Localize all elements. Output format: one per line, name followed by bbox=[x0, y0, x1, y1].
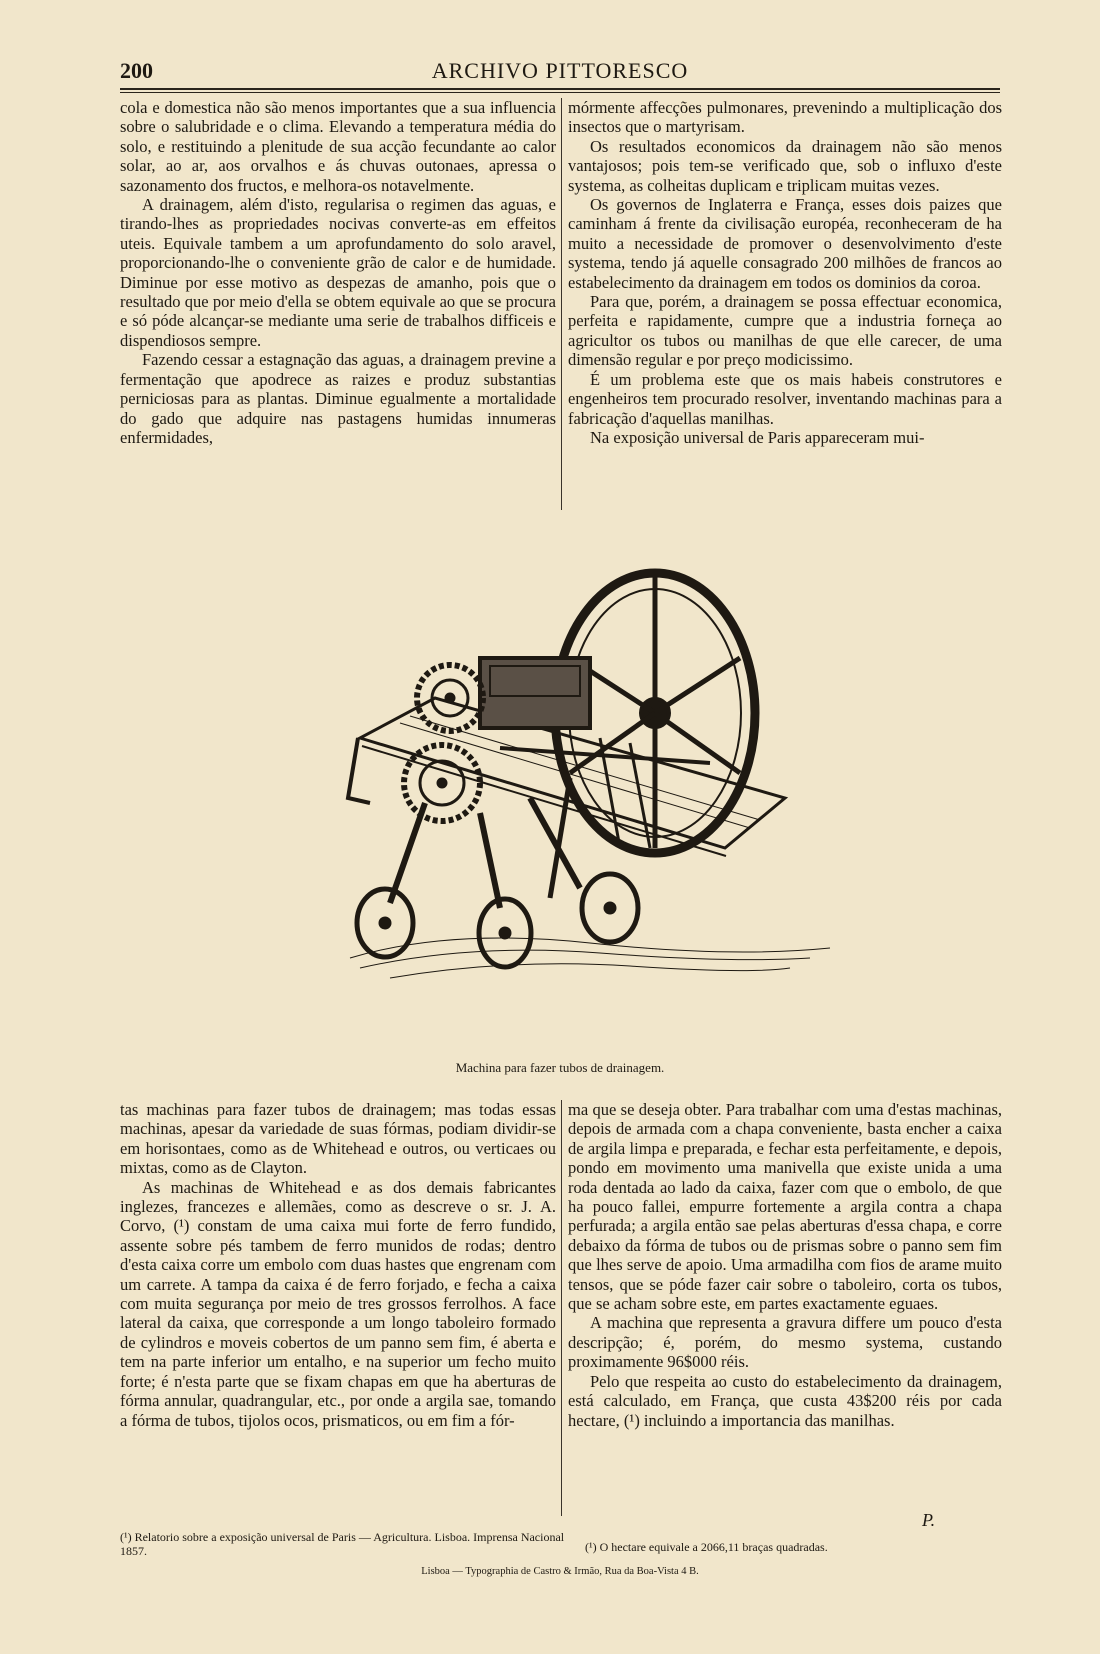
paragraph: A machina que representa a gravura differe um pouco d'esta descripção; é, porém, do mesmo systema, custando proximamente 96$000 réis. bbox=[568, 1313, 1002, 1372]
header-rule bbox=[120, 88, 1000, 90]
paragraph: tas machinas para fazer tubos de drainagem; mas todas essas machinas, apesar da variedade de suas fórmas, podiam dividir-se em horisontaes, como as de Whitehead e outros, ou verticaes ou mixtas, como as de Clayton. bbox=[120, 1100, 556, 1178]
footnote-left: (¹) Relatorio sobre a exposição universal de Paris — Agricultura. Lisboa. Imprensa Nacional 1857. bbox=[120, 1530, 565, 1558]
paragraph: ma que se deseja obter. Para trabalhar com uma d'estas machinas, depois de armada com a chapa conveniente, basta encher a caixa de argila limpa e preparada, e fechar esta perfeitamente, e depois, pondo em movimento uma manivella que existe unida a uma roda dentada ao lado da caixa, fazer com que o embolo, de que ha pouco fallei, empurre fortemente a argila contra a chapa perfurada; a argila então sae pelas aberturas d'essa chapa, e corre debaixo da fórma de tubos ou de prismas sobre o panno sem fim que lhes serve de apoio. Uma armadilha com fios de arame muito tensos, que se póde fazer cair sobre o taboleiro, corta os tubos, que se acham sobre este, em partes exactamente eguaes. bbox=[568, 1100, 1002, 1314]
bottom-right-column bbox=[568, 1100, 1002, 1430]
page-header bbox=[120, 58, 1000, 88]
paragraph: Para que, porém, a drainagem se possa effectuar economica, perfeita e rapidamente, cumpre que a industria forneça ao agricultor os tubos ou manilhas de que elle carecer, de uma dimensão regular e por preço modicissimo. bbox=[568, 292, 1002, 370]
paragraph: Fazendo cessar a estagnação das aguas, a drainagem previne a fermentação que apodrece as raizes e produz substantias perniciosas para as plantas. Diminue egualmente a mortalidade do gado que adquire nas pastagens humidas innumeras enfermidades, bbox=[120, 350, 556, 447]
column-divider bbox=[561, 1100, 562, 1516]
author-signature: P. bbox=[922, 1510, 936, 1530]
printer-imprint: Lisboa — Typographia de Castro & Irmão, Rua da Boa-Vista 4 B. bbox=[421, 1566, 699, 1577]
top-right-column bbox=[568, 98, 1002, 447]
paragraph: cola e domestica não são menos importantes que a sua influencia sobre o salubridade e o clima. Elevando a temperatura média do solo, e restituindo a plenitude de sua acção fecundante ao calor solar, ao ar, aos orvalhos e ás chuvas outonaes, apressa o sazonamento dos fructos, e melhora-os notavelmente. bbox=[120, 98, 556, 195]
paragraph: As machinas de Whitehead e as dos demais fabricantes inglezes, francezes e allemães, como as descreve o sr. J. A. Corvo, (¹) constam de uma caixa mui forte de ferro fundido, assente sobre pés tambem de ferro munidos de rodas; dentro d'esta caixa corre um embolo com duas hastes que engrenam com um carrete. A tampa da caixa é de ferro forjado, e fecha a caixa com muita segurança por meio de tres grossos ferrolhos. A face lateral da caixa, que corresponde a um longo taboleiro formado de cylindros e moveis cobertos de um panno sem fim, é aberta e tem na parte inferior um entalho, e na superior um fecho muito forte; é n'esta parte que se fixam chapas em que ha aberturas de fórma annular, quadrangular, etc., por onde a argila sae, tomando a fórma de tubos, tijolos ocos, prismaticos, ou em fim a fór- bbox=[120, 1177, 556, 1430]
paragraph: mórmente affecções pulmonares, prevenindo a multiplicação dos insectos que o martyrisam. bbox=[568, 98, 1002, 137]
column-divider bbox=[561, 98, 562, 510]
page-number: 200 bbox=[120, 58, 153, 83]
paragraph: Na exposição universal de Paris appareceram mui- bbox=[590, 427, 925, 447]
paragraph: Os resultados economicos da drainagem não são menos vantajosos; pois tem-se verificado que, sob o influxo d'este systema, as colheitas duplicam e triplicam muitas vezes. bbox=[568, 136, 1002, 195]
bottom-left-column bbox=[120, 1100, 556, 1430]
drainage-tube-machine-engraving bbox=[330, 548, 870, 1018]
paragraph: A drainagem, além d'isto, regularisa o regimen das aguas, e tirando-lhes as propriedades nocivas converte-as em effeitos uteis. Equivale tambem a um aprofundamento do solo aravel, proporcionando-lhe o conveniente grão de calor e de humidade. Diminue por esse motivo as despezas de amanho, pois que o resultado que por meio d'ella se obtem equivale ao que se procura e só póde alcançar-se mediante uma serie de trabalhos difficeis e dispendiosos sempre. bbox=[120, 195, 556, 350]
paragraph: É um problema este que os mais habeis construtores e engenheiros tem procurado resolver, inventando machinas para a fabricação d'aquellas manilhas. bbox=[568, 369, 1002, 428]
paragraph: Os governos de Inglaterra e França, esses dois paizes que caminham á frente da civilisação européa, reconheceram de ha muito a necessidade de promover o desenvolvimento d'este systema, tendo já aquelle consagrado 200 milhões de francos ao estabelecimento da drainagem em todos os dominios da coroa. bbox=[568, 195, 1002, 292]
top-left-column bbox=[120, 98, 556, 447]
paragraph: Pelo que respeita ao custo do estabelecimento da drainagem, está calculado, em França, que custa 43$200 réis por cada hectare, (¹) incluindo a importancia das manilhas. bbox=[568, 1371, 1002, 1430]
figure-caption: Machina para fazer tubos de drainagem. bbox=[455, 1060, 665, 1075]
publication-title: ARCHIVO PITTORESCO bbox=[431, 58, 689, 83]
footnote-right: (¹) O hectare equivale a 2066,11 braças quadradas. bbox=[585, 1540, 828, 1554]
header-rule-thin bbox=[120, 92, 1000, 93]
